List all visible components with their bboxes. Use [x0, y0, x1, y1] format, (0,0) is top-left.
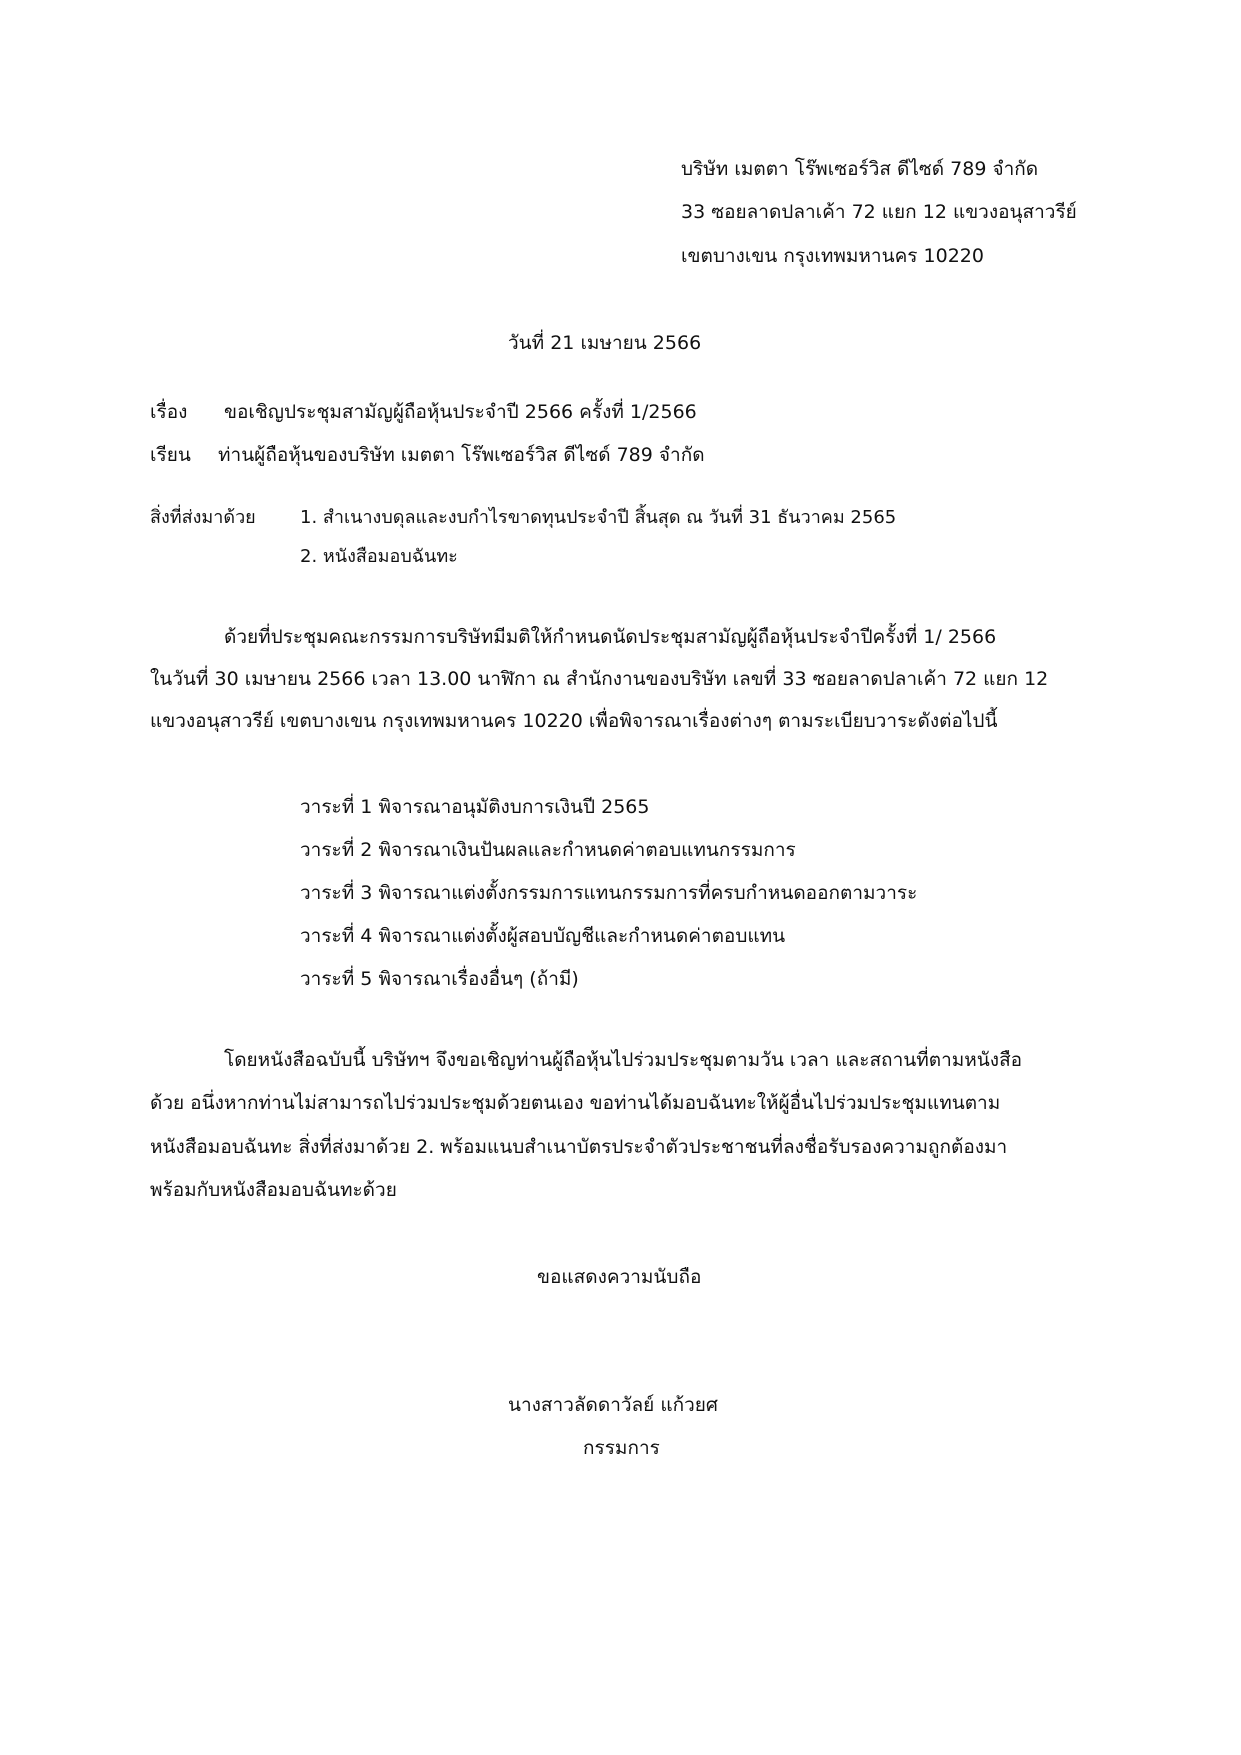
sender-company: บริษัท เมตตา โร๊พเซอร์วิส ดีไซด์ 789 จำกัด	[681, 158, 1039, 180]
paragraph1-line: แขวงอนุสาวรีย์ เขตบางเขน กรุงเทพมหานคร 10220 เพื่อพิจารณาเรื่องต่างๆ ตามระเบียบวาระดังต่อไปนี้	[150, 710, 998, 732]
paragraph1-line: ด้วยที่ประชุมคณะกรรมการบริษัทมีมติให้กำหนดนัดประชุมสามัญผู้ถือหุ้นประจำปีครั้งที่ 1/ 2566	[224, 626, 997, 648]
subject-text: ขอเชิญประชุมสามัญผู้ถือหุ้นประจำปี 2566 ครั้งที่ 1/2566	[224, 401, 697, 423]
agenda-item: วาระที่ 4 พิจารณาแต่งตั้งผู้สอบบัญชีและกำหนดค่าตอบแทน	[300, 925, 786, 947]
agenda-item: วาระที่ 1 พิจารณาอนุมัติงบการเงินปี 2565	[300, 796, 650, 818]
signatory-name: นางสาวลัดดาวัลย์ แก้วยศ	[508, 1394, 718, 1416]
recipient-text: ท่านผู้ถือหุ้นของบริษัท เมตตา โร๊พเซอร์วิส ดีไซด์ 789 จำกัด	[218, 444, 705, 466]
enclosures-label: สิ่งที่ส่งมาด้วย	[150, 507, 256, 528]
paragraph2-line: โดยหนังสือฉบับนี้ บริษัทฯ จึงขอเชิญท่านผู้ถือหุ้นไปร่วมประชุมตามวัน เวลา และสถานที่ตามหนังสือ	[224, 1049, 1023, 1071]
closing: ขอแสดงความนับถือ	[537, 1266, 702, 1288]
agenda-item: วาระที่ 5 พิจารณาเรื่องอื่นๆ (ถ้ามี)	[300, 968, 579, 990]
sender-address-line2: เขตบางเขน กรุงเทพมหานคร 10220	[681, 245, 984, 267]
subject-label: เรื่อง	[150, 401, 188, 423]
signatory-title: กรรมการ	[583, 1437, 660, 1459]
sender-address-line1: 33 ซอยลาดปลาเค้า 72 แยก 12 แขวงอนุสาวรีย์	[681, 201, 1077, 223]
agenda-item: วาระที่ 2 พิจารณาเงินปันผลและกำหนดค่าตอบแทนกรรมการ	[300, 839, 796, 861]
enclosure-item: 1. สำเนางบดุลและงบกำไรขาดทุนประจำปี สิ้นสุด ณ วันที่ 31 ธันวาคม 2565	[300, 507, 897, 528]
agenda-item: วาระที่ 3 พิจารณาแต่งตั้งกรรมการแทนกรรมการที่ครบกำหนดออกตามวาระ	[300, 882, 918, 904]
letter-date: วันที่ 21 เมษายน 2566	[508, 332, 702, 354]
recipient-label: เรียน	[150, 444, 191, 466]
paragraph2-line: หนังสือมอบฉันทะ สิ่งที่ส่งมาด้วย 2. พร้อมแนบสำเนาบัตรประจำตัวประชาชนที่ลงชื่อรับรองความถูกต้องมา	[150, 1136, 1008, 1158]
paragraph2-line: พร้อมกับหนังสือมอบฉันทะด้วย	[150, 1179, 397, 1201]
paragraph1-line: ในวันที่ 30 เมษายน 2566 เวลา 13.00 นาฬิกา ณ สำนักงานของบริษัท เลขที่ 33 ซอยลาดปลาเค้า 72 แยก 12	[150, 668, 1049, 690]
paragraph2-line: ด้วย อนึ่งหากท่านไม่สามารถไปร่วมประชุมด้วยตนเอง ขอท่านได้มอบฉันทะให้ผู้อื่นไปร่วมประชุมแทนตาม	[150, 1092, 1001, 1114]
enclosure-item: 2. หนังสือมอบฉันทะ	[300, 546, 458, 567]
